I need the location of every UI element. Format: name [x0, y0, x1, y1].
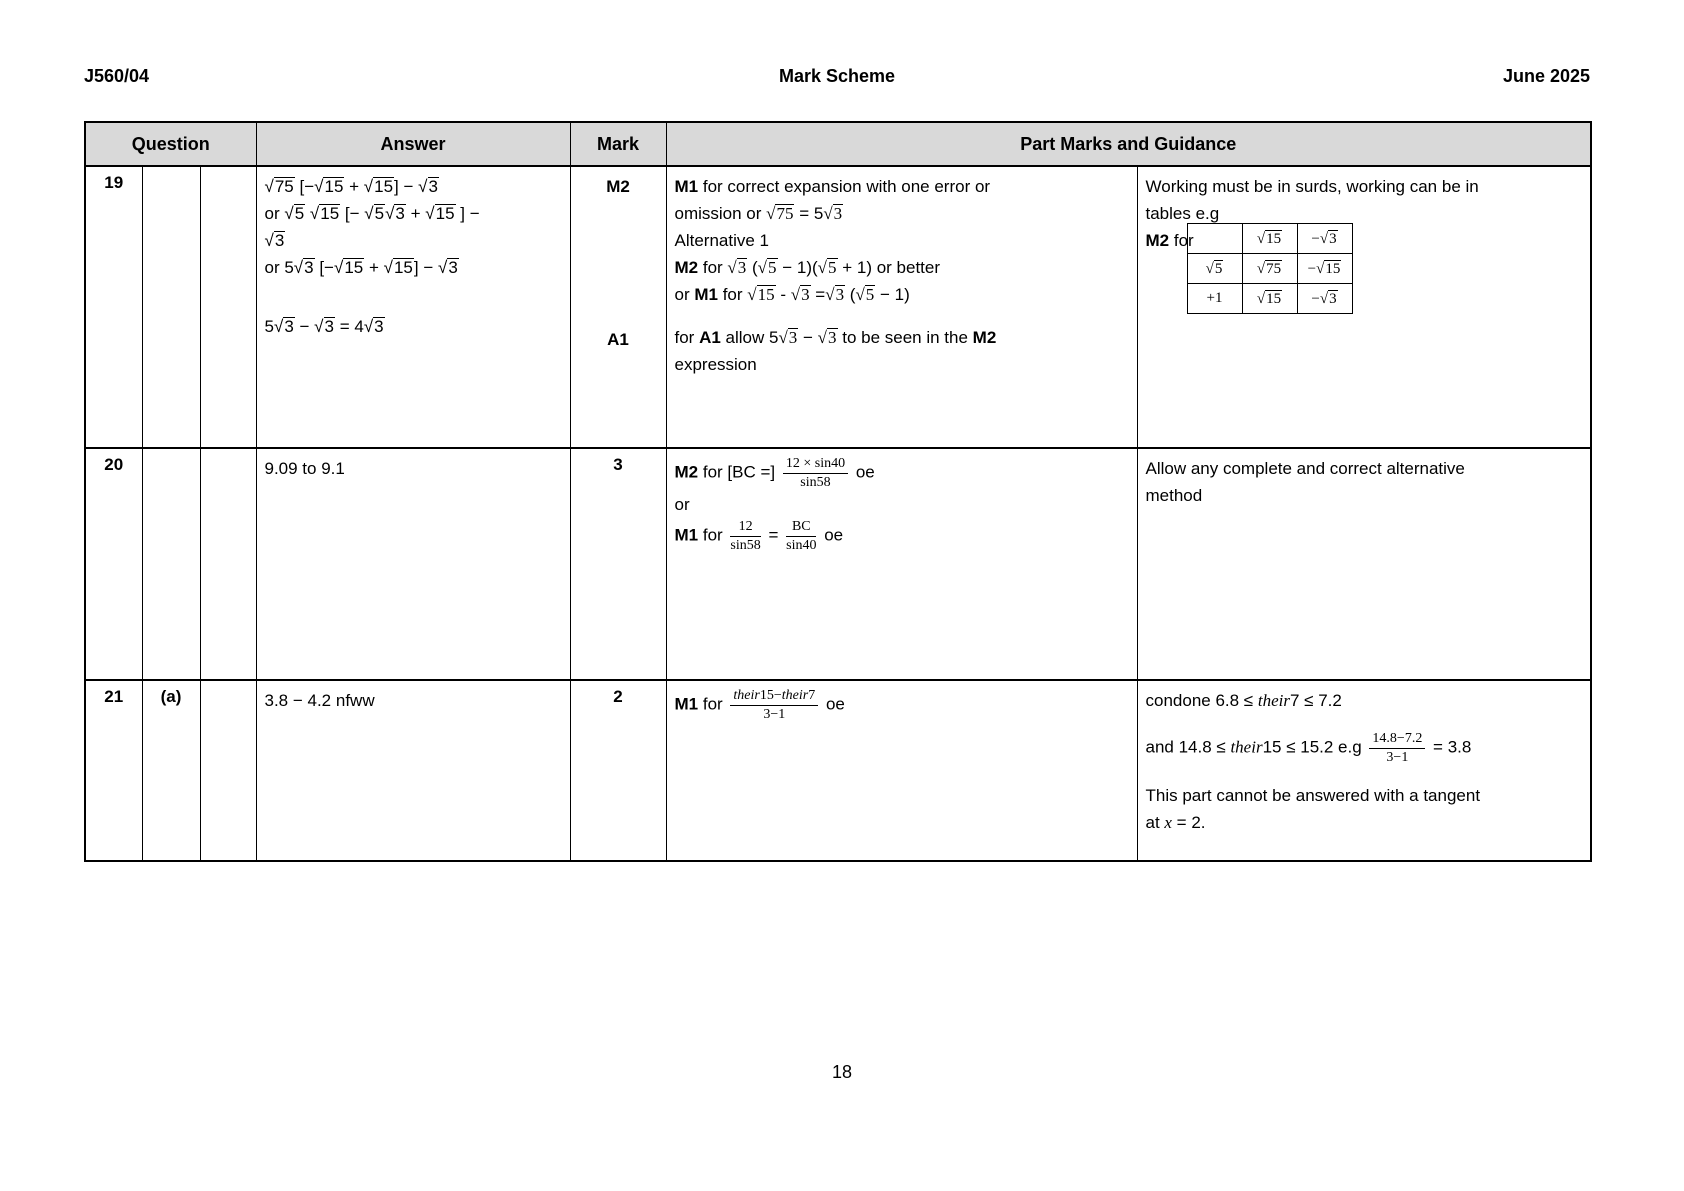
- sqrt-expression: √5: [1205, 260, 1223, 277]
- answer-cell: [256, 166, 570, 448]
- mini-table-cell: −√3: [1297, 224, 1352, 254]
- page-title: Mark Scheme: [778, 66, 896, 86]
- sqrt-expression: √15: [383, 258, 413, 277]
- question-subpart-cell: [200, 166, 256, 448]
- page-number: 18: [831, 1062, 853, 1082]
- text-line: omission or √75 = 5√3: [674, 204, 843, 223]
- mark-label: M2: [606, 177, 630, 196]
- text-line: condone 6.8 ≤ their7 ≤ 7.2: [1145, 691, 1342, 710]
- sqrt-expression: √3: [823, 204, 843, 223]
- sqrt-expression: √5: [364, 204, 385, 223]
- table-row-q19: [85, 166, 1591, 448]
- sqrt-expression: √3: [385, 204, 405, 223]
- question-part-cell: [142, 448, 200, 680]
- fraction: $\frac{12 \times \sin 40}{\sin 58}$: [783, 455, 848, 491]
- mini-table-row: [1187, 254, 1352, 284]
- sqrt-expression: √15: [747, 285, 775, 304]
- sqrt-expression: √3: [1319, 230, 1337, 247]
- sqrt-expression: √15: [1316, 260, 1341, 277]
- fraction: $\frac{\text{their15−their7}}{3-1}$: [730, 687, 818, 723]
- answer-cell: [256, 680, 570, 861]
- mini-table-row: [1187, 284, 1352, 314]
- fraction: $\frac{BC}{\sin 40}$: [786, 519, 817, 553]
- page-header: [84, 66, 1590, 94]
- fraction: $\frac{12}{\sin 58}$: [730, 519, 761, 553]
- guidance-cell: [1137, 448, 1591, 680]
- fraction: $\frac{14.8-7.2}{3-1}$: [1369, 730, 1425, 766]
- table-row-q21: [85, 680, 1591, 861]
- sqrt-expression: √3: [363, 317, 384, 336]
- sqrt-expression: √15: [309, 204, 340, 223]
- text-line: 3.8 − 4.2 nfww: [264, 691, 375, 710]
- guidance-wrap: [1146, 173, 1583, 441]
- question-subpart-cell: [200, 680, 256, 861]
- sqrt-expression: √3: [293, 258, 314, 277]
- page-date: June 2025: [1502, 66, 1590, 86]
- table-row-q20: [85, 448, 1591, 680]
- table-header-row: [85, 122, 1591, 166]
- text-line: √75 [−√15 + √15] − √3: [264, 177, 438, 196]
- sqrt-expression: √75: [264, 177, 294, 196]
- line-gap: [265, 297, 562, 313]
- guidance-cell: [1137, 680, 1591, 861]
- sqrt-expression: √3: [817, 328, 837, 347]
- sqrt-expression: √3: [778, 328, 798, 347]
- part-marks-cell: [666, 680, 1137, 861]
- question-number-cell: 19: [85, 166, 142, 448]
- text-line: or: [674, 495, 690, 514]
- sqrt-expression: √3: [438, 258, 458, 277]
- mini-table-row: [1187, 224, 1352, 254]
- line-gap: [675, 308, 1129, 324]
- text-line: This part cannot be answered with a tangent: [1145, 786, 1481, 805]
- sqrt-expression: √3: [825, 285, 845, 304]
- col-header-guidance: Part Marks and Guidance: [666, 122, 1591, 166]
- sqrt-expression: √5: [757, 258, 777, 277]
- line-gap: [1146, 714, 1583, 730]
- surd-working-table: [1187, 223, 1353, 314]
- text-line: for A1 allow 5√3 − √3 to be seen in the M2: [674, 328, 997, 347]
- sqrt-expression: √15: [1256, 290, 1282, 307]
- text-line: 9.09 to 9.1: [264, 459, 345, 478]
- mark-label: A1: [607, 330, 629, 349]
- text-line: M2 for: [1145, 231, 1194, 250]
- guidance-cell: [1137, 166, 1591, 448]
- text-line: [265, 227, 562, 254]
- col-header-answer: Answer: [256, 122, 570, 166]
- sqrt-expression: √3: [790, 285, 810, 304]
- sqrt-expression: √5: [817, 258, 837, 277]
- sqrt-expression: √15: [333, 258, 364, 277]
- part-marks-cell: [666, 448, 1137, 680]
- text-line: Working must be in surds, working can be in: [1145, 177, 1479, 196]
- mark-scheme-table: [84, 121, 1592, 862]
- sqrt-expression: √3: [1319, 290, 1337, 307]
- text-line: tables e.g: [1145, 204, 1220, 223]
- part-marks-cell: [666, 166, 1137, 448]
- line-gap: [265, 281, 562, 297]
- text-line: or 5√3 [−√15 + √15] − √3: [264, 258, 458, 277]
- question-part-cell: (a): [142, 680, 200, 861]
- sqrt-expression: √5: [855, 285, 875, 304]
- text-line: and 14.8 ≤ their15 ≤ 15.2 e.g $\frac{14.8-7.2}{3-1}$ = 3.8: [1145, 731, 1472, 765]
- question-part-cell: [142, 166, 200, 448]
- mini-table-cell: [1187, 254, 1242, 284]
- text-line: method: [1145, 486, 1203, 505]
- mini-table-cell: −√15: [1297, 254, 1352, 284]
- text-line: at x = 2.: [1145, 813, 1206, 832]
- sqrt-expression: √75: [766, 204, 794, 223]
- question-number-cell: 21: [85, 680, 142, 861]
- line-gap: [1146, 766, 1583, 782]
- question-subpart-cell: [200, 448, 256, 680]
- question-number-cell: 20: [85, 448, 142, 680]
- sqrt-expression: √3: [418, 177, 438, 196]
- mini-table-cell: [1187, 224, 1242, 254]
- text-line: 5√3 − √3 = 4√3: [264, 317, 384, 336]
- col-header-question: Question: [85, 122, 256, 166]
- sqrt-expression: √3: [264, 231, 285, 250]
- text-line: or M1 for √15 - √3 =√3 (√5 − 1): [674, 285, 910, 304]
- text-line: Allow any complete and correct alternative: [1145, 459, 1465, 478]
- text-line: Alternative 1: [674, 231, 769, 250]
- text-line: M1 for correct expansion with one error or: [674, 177, 991, 196]
- text-line: or √5 √15 [− √5√3 + √15 ] −: [264, 204, 480, 223]
- text-line: M2 for [BC =] $\frac{12 \times \sin 40}{\sin 58}$ oe: [674, 456, 875, 490]
- sqrt-expression: √5: [284, 204, 305, 223]
- sqrt-expression: √15: [425, 204, 455, 223]
- text-line: M1 for $\frac{12}{\sin 58}$ = $\frac{BC}{\sin 40}$ oe: [674, 519, 844, 553]
- sqrt-expression: √75: [1256, 260, 1282, 277]
- sqrt-expression: √15: [1256, 230, 1282, 247]
- doc-code: J560/04: [84, 66, 150, 86]
- mini-table-cell: [1242, 284, 1297, 314]
- mark-cell: [570, 166, 666, 448]
- sqrt-expression: √15: [314, 177, 344, 196]
- mini-table-cell: −√3: [1297, 284, 1352, 314]
- mark-cell: 3: [570, 448, 666, 680]
- mini-table-cell: [1242, 224, 1297, 254]
- mini-table-cell: +1: [1187, 284, 1242, 314]
- col-header-mark: Mark: [570, 122, 666, 166]
- text-line: M1 for $\frac{\text{their15−their7}}{3-1}$ oe: [674, 688, 845, 722]
- mini-table-cell: [1242, 254, 1297, 284]
- sqrt-expression: √3: [273, 317, 294, 336]
- sqrt-expression: √3: [314, 317, 334, 336]
- text-line: M2 for √3 (√5 − 1)(√5 + 1) or better: [674, 258, 941, 277]
- sqrt-expression: √15: [363, 177, 394, 196]
- sqrt-expression: √3: [727, 258, 747, 277]
- mark-cell: 2: [570, 680, 666, 861]
- answer-cell: [256, 448, 570, 680]
- text-line: expression: [674, 355, 757, 374]
